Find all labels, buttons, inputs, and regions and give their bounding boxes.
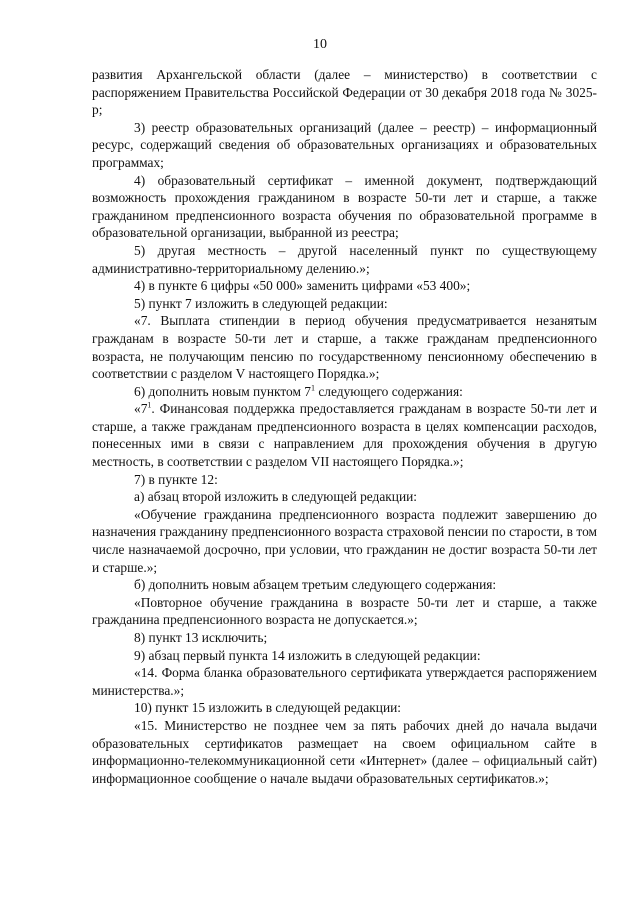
document-body <box>92 66 597 787</box>
paragraph-text: а) абзац второй изложить в следующей редакции: <box>134 489 418 505</box>
paragraph-quote-7-1 <box>92 400 597 470</box>
paragraph-amend-9 <box>92 647 597 665</box>
superscript: 1 <box>147 400 152 410</box>
paragraph-amend-4 <box>92 277 597 295</box>
paragraph-text: 4) в пункте 6 цифры «50 000» заменить цифрами «53 400»; <box>134 278 471 294</box>
paragraph-text: 8) пункт 13 исключить; <box>134 630 268 645</box>
paragraph-item-4 <box>92 172 597 242</box>
paragraph-amend-8 <box>92 629 597 647</box>
paragraph-amend-10 <box>92 699 597 717</box>
paragraph-text: 7) в пункте 12: <box>134 471 218 487</box>
paragraph-item-5 <box>92 242 597 277</box>
paragraph-text-tail: следующего содержания: <box>315 383 463 399</box>
paragraph-text: развития Архангельской области (далее – министерство) в соответствии с распоряжением Правительства Российской Федерации от 30 декабря 2018 года № 3025-р; <box>92 67 597 118</box>
paragraph-quote-15 <box>92 717 597 787</box>
paragraph-text: 4) образовательный сертификат – именной документ, подтверждающий возможность прохождения гражданином в возрасте 50-ти лет и старше, а также гражданином предпенсионного возраста обучения по образовательной программе в образовательной организации, выбранной из реестра; <box>92 172 597 241</box>
page-number: 10 <box>313 37 327 52</box>
paragraph-continuation <box>92 66 597 119</box>
paragraph-text: «7 <box>134 401 148 417</box>
paragraph-text: б) дополнить новым абзацем третьим следующего содержания: <box>134 577 497 593</box>
paragraph-amend-5 <box>92 295 597 313</box>
paragraph-quote-14 <box>92 664 597 699</box>
paragraph-quote-7 <box>92 312 597 382</box>
paragraph-amend-6 <box>92 383 597 401</box>
paragraph-amend-7b <box>92 576 597 594</box>
paragraph-text: 5) другая местность – другой населенный пункт по существующему административно-территориальному делению.»; <box>92 242 597 276</box>
paragraph-text: 10) пункт 15 изложить в следующей редакции: <box>134 700 402 716</box>
paragraph-text-tail: . Финансовая поддержка предоставляется гражданам в возрасте 50-ти лет и старше, а также гражданам предпенсионного возраста в целях компенсации расходов, понесенных ими в связи с направлением для прохождения обучения в другую местность, в соответствии с разделом VII настоящего Порядка.»; <box>92 401 597 470</box>
paragraph-text: 5) пункт 7 изложить в следующей редакции: <box>134 295 388 311</box>
paragraph-quote-repeat <box>92 594 597 629</box>
paragraph-quote-training <box>92 506 597 576</box>
paragraph-text: «14. Форма бланка образовательного сертификата утверждается распоряжением министерства.»; <box>92 665 597 698</box>
paragraph-amend-7 <box>92 471 597 489</box>
paragraph-text: 9) абзац первый пункта 14 изложить в следующей редакции: <box>134 647 481 663</box>
paragraph-text: «Повторное обучение гражданина в возрасте 50-ти лет и старше, а также гражданина предпенсионного возраста не допускается.»; <box>92 594 597 628</box>
paragraph-amend-7a <box>92 488 597 506</box>
paragraph-text: 3) реестр образовательных организаций (далее – реестр) – информационный ресурс, содержащий сведения об образовательных организациях и образовательных программах; <box>92 119 597 170</box>
paragraph-text: «7. Выплата стипендии в период обучения предусматривается незанятым гражданам в возрасте 50-ти лет и старше, а также гражданам предпенсионного возраста, не получающим пенсию по государственному пенсионному обеспечению в соответствии с разделом V настоящего Порядка.»; <box>92 313 597 382</box>
paragraph-text: «15. Министерство не позднее чем за пять рабочих дней до начала выдачи образовательных сертификатов размещает на своем официальном сайте в информационно-телекоммуникационной сети «Интернет» (далее – официальный сайт) информационное сообщение о начале выдачи образовательных сертификатов.»; <box>92 717 597 786</box>
paragraph-text: «Обучение гражданина предпенсионного возраста подлежит завершению до назначения гражданину предпенсионного возраста страховой пенсии по старости, в том числе назначаемой досрочно, при условии, что гражданин не достиг возраста 50-ти лет и старше.»; <box>92 506 597 575</box>
paragraph-item-3 <box>92 119 597 172</box>
paragraph-text: 6) дополнить новым пунктом 7 <box>134 383 312 399</box>
superscript: 1 <box>311 383 316 393</box>
